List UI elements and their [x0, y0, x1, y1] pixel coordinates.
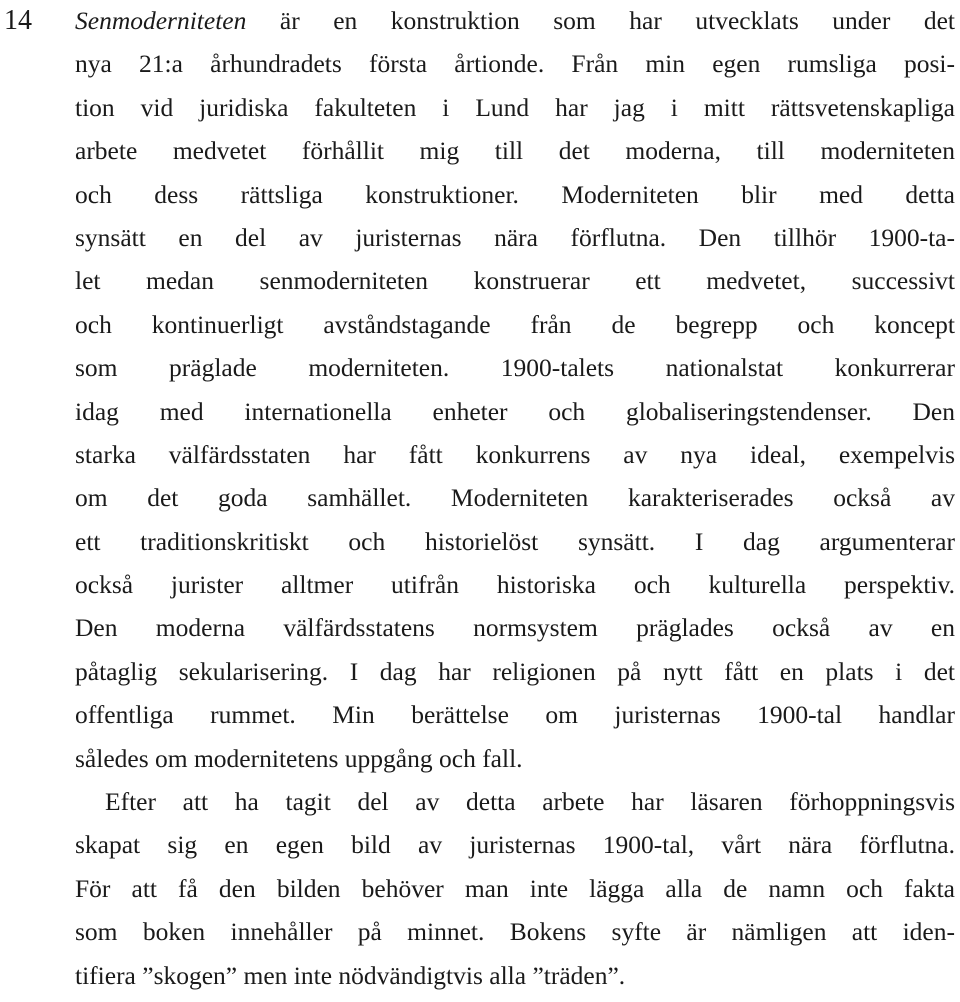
paragraph-line: Den moderna välfärdsstatens normsystem präglades också av en — [75, 613, 955, 643]
paragraph-line: idag med internationella enheter och globaliseringstendenser. Den — [75, 396, 955, 426]
paragraph-line: För att få den bilden behöver man inte lägga alla de namn och fakta — [75, 873, 955, 903]
paragraph-2 — [75, 782, 955, 999]
italic-term: Senmoderniteten — [75, 6, 247, 35]
paragraph-line — [75, 782, 955, 825]
paragraph-line: skapat sig en egen bild av juristernas 1900-tal, vårt nära förflutna. — [75, 830, 955, 860]
paragraph-1 — [75, 1, 955, 782]
paragraph-line: tifiera ”skogen” men inte nödvändigtvis alla ”träden”. — [75, 960, 626, 990]
paragraph-line: också jurister alltmer utifrån historiska och kulturella perspektiv. — [75, 570, 955, 600]
paragraph-line: synsätt en del av juristernas nära förflutna. Den tillhör 1900-ta- — [75, 222, 955, 252]
paragraph-line: som boken innehåller på minnet. Bokens syfte är nämligen att iden- — [75, 917, 955, 947]
paragraph-line: om det goda samhället. Moderniteten karakteriserades också av — [75, 483, 955, 513]
line-text: Efter att ha tagit del av detta arbete har läsaren förhoppningsvis — [105, 787, 955, 817]
paragraph-line: således om modernitetens uppgång och fall. — [75, 743, 523, 773]
paragraph-line — [75, 1, 955, 44]
paragraph-line: nya 21:a århundradets första årtionde. Från min egen rumsliga posi- — [75, 49, 955, 79]
paragraph-line: påtaglig sekularisering. I dag har religionen på nytt fått en plats i det — [75, 656, 955, 686]
paragraph-line: som präglade moderniteten. 1900-talets nationalstat konkurrerar — [75, 353, 955, 383]
paragraph-line: ett traditionskritiskt och historielöst synsätt. I dag argumenterar — [75, 526, 955, 556]
page-number: 14 — [4, 5, 32, 36]
paragraph-line: offentliga rummet. Min berättelse om juristernas 1900-tal handlar — [75, 700, 955, 730]
paragraph-line: let medan senmoderniteten konstruerar ett medvetet, successivt — [75, 266, 955, 296]
body-text — [75, 1, 955, 999]
paragraph-line: tion vid juridiska fakulteten i Lund har jag i mitt rättsvetenskapliga — [75, 92, 955, 122]
paragraph-line: och kontinuerligt avståndstagande från de begrepp och koncept — [75, 309, 955, 339]
paragraph-line: arbete medvetet förhållit mig till det moderna, till moderniteten — [75, 136, 955, 166]
paragraph-line: starka välfärdsstaten har fått konkurrens av nya ideal, exempelvis — [75, 439, 955, 469]
paragraph-line: och dess rättsliga konstruktioner. Moderniteten blir med detta — [75, 179, 955, 209]
line-text: är en konstruktion som har utvecklats under det — [246, 6, 955, 35]
